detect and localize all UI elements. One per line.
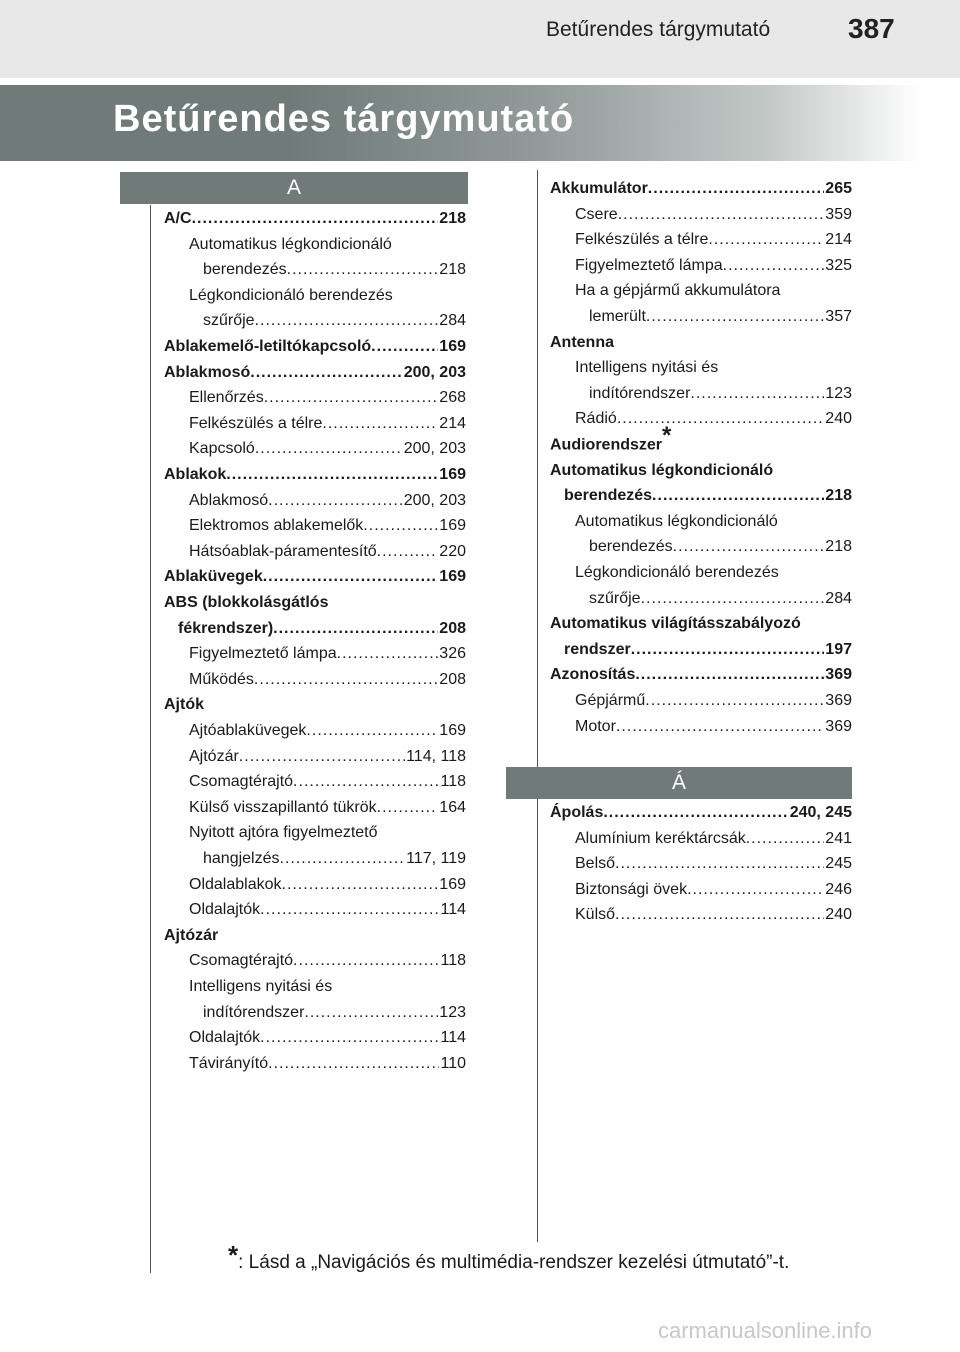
index-entry — [189, 517, 466, 535]
index-term: Ajtóablaküvegek — [189, 722, 307, 739]
page-reference: 284 — [439, 312, 466, 330]
leader-dots — [648, 180, 825, 198]
leader-dots — [377, 799, 439, 817]
index-term: Ápolás — [550, 804, 604, 821]
index-term: Távirányító — [189, 1054, 269, 1072]
index-entry — [564, 487, 852, 505]
page-reference: 357 — [825, 308, 852, 325]
index-term: szűrője — [589, 589, 641, 607]
index-entry — [575, 830, 852, 848]
running-title: Betűrendes tárgymutató — [546, 18, 771, 41]
index-entry — [164, 927, 218, 945]
leader-dots — [646, 308, 824, 326]
index-entry — [575, 881, 852, 899]
index-entry — [164, 466, 466, 484]
leader-dots — [322, 415, 438, 433]
leader-dots — [618, 206, 825, 224]
leader-dots — [641, 590, 825, 608]
page-reference: 169 — [439, 517, 466, 535]
index-term: Elektromos ablakemelők — [189, 517, 364, 535]
page-reference: 218 — [439, 210, 466, 227]
index-entry — [550, 615, 801, 633]
page-reference: 169 — [439, 722, 466, 739]
leader-dots — [723, 257, 825, 275]
index-entry — [189, 773, 466, 791]
page-reference: 110 — [440, 1054, 466, 1072]
page-reference: 214 — [439, 414, 466, 432]
index-entry — [589, 308, 852, 326]
leader-dots — [616, 718, 824, 736]
leader-dots — [226, 466, 438, 484]
index-term: Felkészülés a télre — [575, 231, 709, 249]
index-entry — [189, 492, 466, 510]
leader-dots — [615, 906, 824, 924]
page-reference: 284 — [825, 589, 852, 607]
page-reference: 208 — [439, 619, 466, 637]
page-number: 387 — [848, 13, 895, 44]
index-term: Audiorendszer — [550, 436, 663, 454]
index-entry — [189, 671, 466, 689]
page-reference: 114, 118 — [406, 747, 466, 765]
index-term: berendezés — [564, 487, 653, 505]
header-bar — [0, 0, 960, 78]
page-reference: 164 — [439, 798, 466, 816]
leader-dots — [371, 338, 438, 356]
index-entry — [164, 696, 204, 714]
index-term: fékrendszer) — [178, 619, 274, 637]
page-reference: 118 — [440, 952, 466, 970]
index-entry — [189, 901, 466, 919]
index-entry — [575, 410, 852, 428]
index-entry — [164, 338, 466, 356]
index-term: berendezés — [589, 538, 673, 556]
index-term: Oldalajtók — [189, 1029, 261, 1047]
index-term: hangjelzés — [203, 850, 280, 867]
page-reference: 369 — [825, 666, 852, 684]
index-entry — [189, 978, 332, 996]
leader-dots — [293, 773, 439, 791]
index-term: Azonosítás — [550, 666, 636, 684]
page-reference: 114 — [440, 1029, 466, 1047]
page-reference: 369 — [825, 692, 852, 709]
index-entry — [189, 1029, 466, 1047]
index-term: Ablakemelő-letiltókapcsoló — [164, 338, 372, 355]
index-term: Intelligens nyitási és — [189, 978, 333, 995]
index-entry — [575, 564, 779, 582]
index-entry — [189, 799, 466, 817]
watermark: carmanualsonline.info — [658, 1318, 873, 1343]
page-reference: 169 — [439, 338, 466, 355]
index-entry — [189, 287, 393, 305]
index-entry — [575, 855, 852, 873]
index-term: Csere — [575, 205, 618, 223]
leader-dots — [287, 261, 439, 279]
page-reference: 241 — [825, 829, 852, 847]
leader-dots — [337, 645, 439, 663]
leader-dots — [306, 722, 438, 740]
index-term: ABS (blokkolásgátlós — [164, 594, 329, 611]
index-entry — [189, 748, 466, 766]
index-entry — [550, 334, 614, 352]
footnote-marker: * — [662, 422, 672, 449]
index-entry — [550, 462, 773, 480]
page-reference: 268 — [439, 389, 466, 407]
leader-dots — [268, 492, 403, 510]
index-entry — [575, 206, 852, 224]
page-reference: 169 — [439, 466, 466, 483]
index-entry — [189, 389, 466, 407]
page-title: Betűrendes tárgymutató — [113, 98, 575, 140]
leader-dots — [635, 666, 824, 684]
index-entry — [550, 804, 852, 822]
page-reference: 218 — [825, 538, 852, 556]
leader-dots — [746, 830, 825, 848]
page-reference: 200, 203 — [403, 440, 466, 458]
index-entry — [203, 850, 466, 868]
index-entry — [575, 257, 852, 275]
index-term: Belső — [575, 855, 616, 873]
index-entry — [189, 824, 378, 842]
page-reference: 245 — [825, 855, 852, 873]
leader-dots — [250, 364, 402, 382]
leader-dots — [690, 385, 824, 403]
leader-dots — [255, 312, 439, 330]
index-term: Működés — [189, 670, 254, 688]
leader-dots — [615, 855, 824, 873]
index-entry — [575, 718, 852, 736]
index-entry — [189, 722, 466, 740]
leader-dots — [254, 671, 438, 689]
page-reference: 325 — [825, 256, 852, 274]
index-term: Felkészülés a télre — [189, 414, 323, 432]
index-entry — [178, 620, 466, 638]
index-entry — [164, 364, 466, 382]
footnote-star: * — [228, 1240, 239, 1270]
index-term: Akkumulátor — [550, 180, 648, 197]
index-term: Oldalajtók — [189, 901, 261, 919]
index-term: Intelligens nyitási és — [575, 359, 719, 377]
leader-dots — [293, 952, 439, 970]
index-term: Ablakok — [164, 466, 227, 483]
index-term: Ablakmosó — [189, 491, 269, 509]
index-term: Antenna — [550, 333, 614, 351]
index-term: Légkondicionáló berendezés — [575, 564, 779, 581]
index-term: Ajtózár — [164, 926, 219, 944]
leader-dots — [260, 901, 439, 919]
index-entry — [550, 422, 672, 454]
page-reference: 359 — [825, 205, 852, 223]
index-term: Légkondicionáló berendezés — [189, 286, 393, 304]
index-entry — [189, 543, 466, 561]
index-entry — [575, 231, 852, 249]
leader-dots — [645, 692, 824, 710]
index-entry — [550, 180, 852, 198]
index-term: Biztonsági övek — [575, 880, 688, 898]
index-term: Gépjármű — [575, 692, 646, 709]
index-term: Automatikus légkondicionáló — [550, 461, 774, 479]
leader-dots — [192, 210, 439, 228]
index-term: Figyelmeztető lámpa — [189, 645, 337, 663]
index-term: indítórendszer — [589, 384, 691, 402]
leader-dots — [304, 1004, 438, 1022]
column-divider — [537, 170, 538, 1242]
index-term: Kapcsoló — [189, 440, 255, 458]
index-term: Automatikus légkondicionáló — [575, 512, 778, 530]
index-entry — [589, 385, 852, 403]
index-entry — [189, 645, 466, 663]
index-term: szűrője — [203, 312, 255, 330]
index-entry — [564, 641, 852, 659]
left-margin-rule — [150, 205, 151, 1273]
index-term: Nyitott ajtóra figyelmeztető — [189, 824, 378, 842]
leader-dots — [708, 231, 824, 249]
page-reference: 117, 119 — [406, 850, 466, 867]
index-term: A/C — [164, 210, 192, 227]
index-entry — [164, 210, 466, 228]
page-reference: 240 — [825, 906, 852, 924]
leader-dots — [260, 1029, 439, 1047]
page-reference: 240, 245 — [789, 804, 852, 821]
index-term: Automatikus világításszabályozó — [550, 615, 801, 633]
index-entry — [189, 1055, 466, 1073]
index-entry — [189, 952, 466, 970]
index-term: Alumínium keréktárcsák — [575, 829, 746, 847]
index-term: Hátsóablak-páramentesítő — [189, 542, 377, 560]
index-entry — [189, 415, 466, 433]
leader-dots — [239, 748, 405, 766]
page-reference: 169 — [439, 875, 466, 893]
page-reference: 123 — [825, 384, 852, 402]
page-reference: 200, 203 — [403, 363, 466, 381]
index-term: Ablakmosó — [164, 363, 251, 381]
section-header-a-accent: Á — [506, 767, 852, 799]
section-header-a: A — [120, 172, 468, 204]
index-entry — [164, 568, 466, 586]
leader-dots — [264, 389, 439, 407]
index-term: berendezés — [203, 261, 287, 279]
footnote — [228, 1240, 789, 1274]
page-reference: 114 — [440, 901, 466, 919]
page-reference: 200, 203 — [403, 491, 466, 509]
leader-dots — [377, 543, 439, 561]
page-reference: 169 — [439, 568, 466, 586]
index-term: Rádió — [575, 410, 617, 428]
index-term: Ajtók — [164, 696, 204, 714]
index-term: Csomagtérajtó — [189, 773, 294, 791]
index-entry — [550, 666, 852, 684]
index-entry — [589, 538, 852, 556]
page-reference: 265 — [825, 180, 852, 197]
leader-dots — [273, 620, 438, 638]
index-term: indítórendszer — [203, 1003, 305, 1021]
index-term: Csomagtérajtó — [189, 952, 294, 970]
page-reference: 218 — [439, 261, 466, 279]
leader-dots — [631, 641, 825, 659]
index-term: Ellenőrzés — [189, 389, 264, 407]
index-term: Ha a gépjármű akkumulátora — [575, 282, 781, 300]
leader-dots — [268, 1055, 439, 1073]
leader-dots — [363, 517, 438, 535]
index-entry — [575, 692, 852, 710]
leader-dots — [263, 568, 439, 586]
page-reference: 214 — [825, 231, 852, 249]
page-reference: 123 — [439, 1003, 466, 1021]
index-entry — [164, 594, 328, 612]
index-entry — [203, 312, 466, 330]
leader-dots — [673, 538, 825, 556]
page-reference: 208 — [439, 670, 466, 688]
page-reference: 240 — [825, 410, 852, 428]
index-entry — [203, 261, 466, 279]
leader-dots — [280, 850, 406, 868]
leader-dots — [687, 881, 824, 899]
index-term: Oldalablakok — [189, 875, 282, 893]
index-term: Motor — [575, 717, 616, 735]
page-reference: 197 — [825, 640, 852, 658]
index-entry — [189, 236, 392, 254]
page-reference: 246 — [825, 880, 852, 898]
leader-dots — [603, 804, 788, 822]
index-term: Ablaküvegek — [164, 568, 263, 586]
index-term: Külső visszapillantó tükrök — [189, 798, 377, 816]
index-term: lemerült — [589, 308, 646, 325]
index-entry — [203, 1004, 466, 1022]
index-term: Automatikus légkondicionáló — [189, 235, 392, 253]
index-entry — [189, 440, 466, 458]
page-reference: 369 — [825, 717, 852, 735]
index-term: Figyelmeztető lámpa — [575, 256, 723, 274]
index-term: Külső — [575, 906, 616, 924]
index-entry — [575, 513, 778, 531]
leader-dots — [282, 876, 439, 894]
leader-dots — [255, 440, 403, 458]
page-reference: 220 — [439, 542, 466, 560]
index-entry — [575, 359, 718, 377]
leader-dots — [617, 410, 824, 428]
index-term: rendszer — [564, 640, 631, 658]
footnote-text: : Lásd a „Navigációs és multimédia-rendszer kezelési útmutató”-t. — [238, 1252, 790, 1273]
page-reference: 326 — [439, 645, 466, 663]
index-entry — [575, 906, 852, 924]
index-term: Ajtózár — [189, 747, 239, 765]
leader-dots — [652, 487, 824, 505]
index-entry — [575, 282, 780, 300]
page-reference: 218 — [825, 487, 852, 505]
index-entry — [189, 876, 466, 894]
index-entry — [589, 590, 852, 608]
page-reference: 118 — [440, 773, 466, 791]
